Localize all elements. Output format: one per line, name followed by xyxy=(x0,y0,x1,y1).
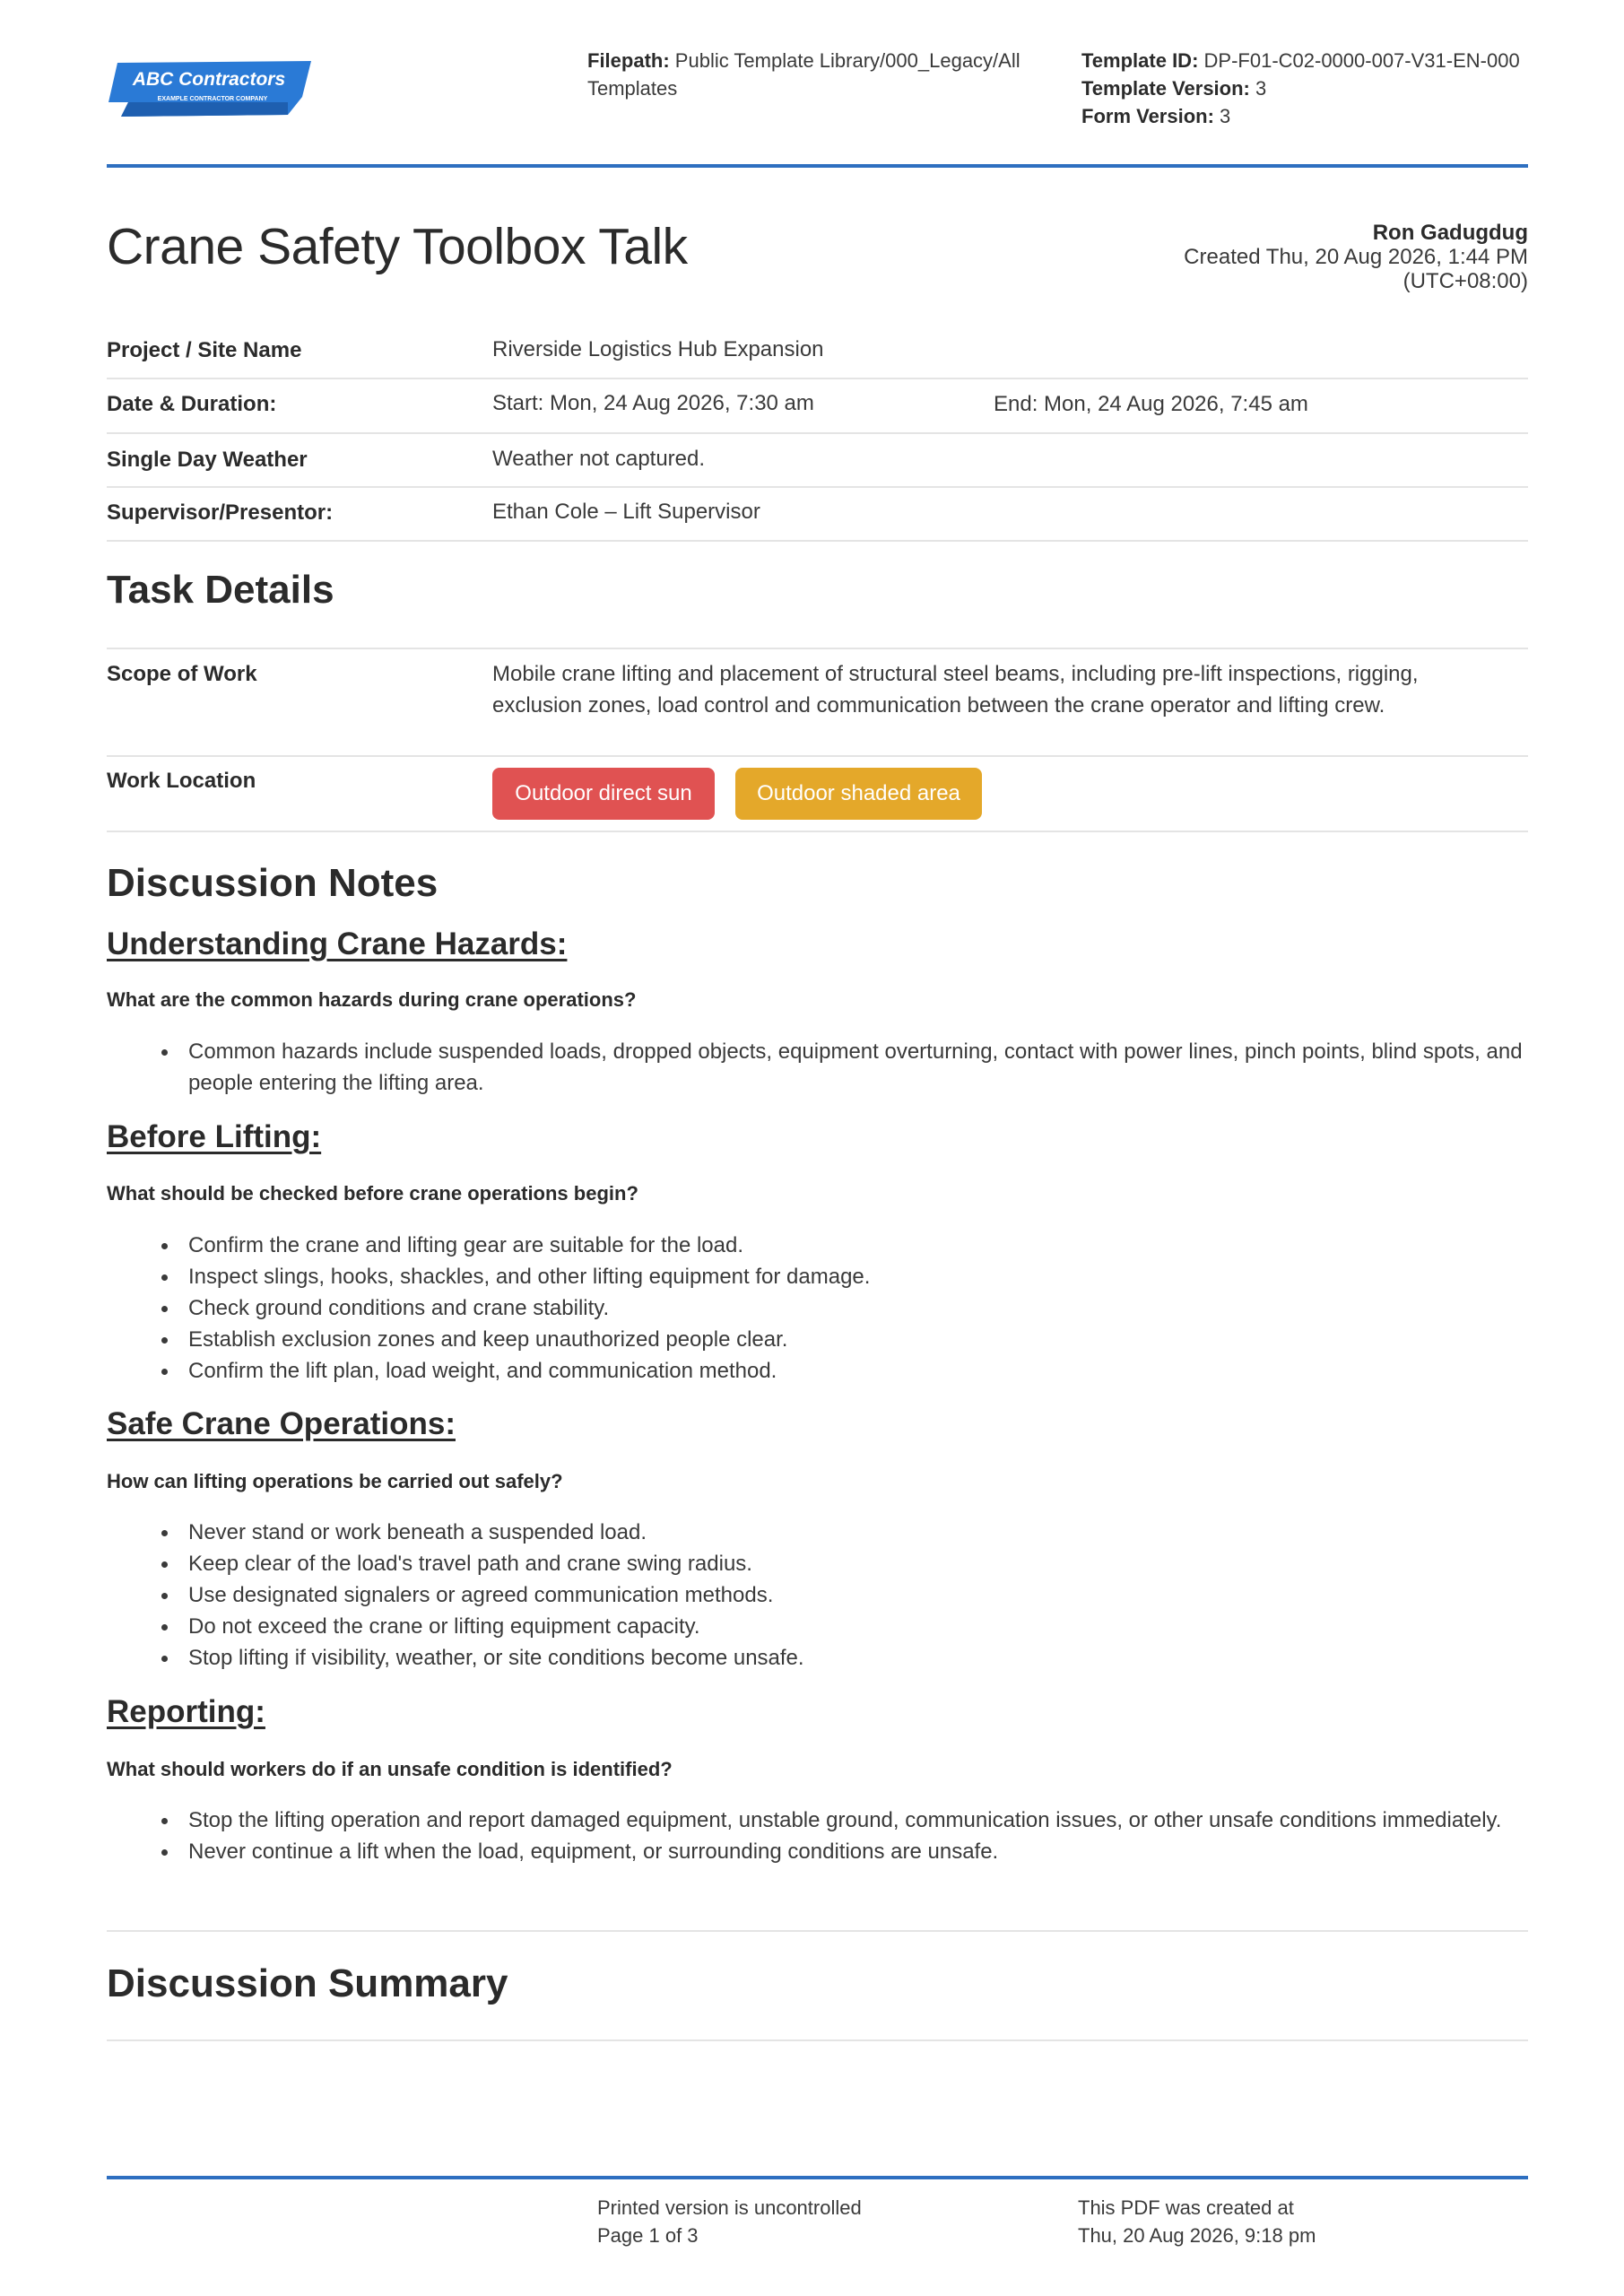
task-details-heading: Task Details xyxy=(107,568,334,612)
logo-name: ABC Contractors xyxy=(132,69,286,90)
info-row-project xyxy=(107,325,1528,379)
supervisor-label: Supervisor/Presentor: xyxy=(107,500,334,525)
safe-operations-list xyxy=(107,1517,1528,1674)
form-version-line xyxy=(1081,102,1528,130)
location-tag-shaded-area: Outdoor shaded area xyxy=(735,768,982,820)
pdf-created-value: Thu, 20 Aug 2026, 9:18 pm xyxy=(1078,2224,1316,2247)
created-date: Created Thu, 20 Aug 2026, 1:44 PM xyxy=(1184,245,1528,269)
created-timezone: (UTC+08:00) xyxy=(1403,269,1528,293)
template-version-value: 3 xyxy=(1255,77,1267,100)
document-header xyxy=(107,0,1528,168)
page-title: Crane Safety Toolbox Talk xyxy=(107,218,688,275)
template-version-label: Template Version: xyxy=(1081,77,1250,100)
discussion-notes-heading: Discussion Notes xyxy=(107,861,439,905)
weather-label: Single Day Weather xyxy=(107,448,308,472)
company-logo xyxy=(109,57,315,118)
info-row-date xyxy=(107,379,1528,434)
scope-value: Mobile crane lifting and placement of structural steel beams, including pre-lift inspections, rigging, exclusion zones, load control and communication between the crane operator and lifting crew. xyxy=(492,662,1419,718)
form-version-label: Form Version: xyxy=(1081,105,1214,127)
list-item: Do not exceed the crane or lifting equipment capacity. xyxy=(188,1611,1528,1642)
list-item: Inspect slings, hooks, shackles, and other lifting equipment for damage. xyxy=(188,1261,1528,1292)
list-item: Use designated signalers or agreed communication methods. xyxy=(188,1579,1528,1611)
question-before-lifting: What should be checked before crane operations begin? xyxy=(107,1182,638,1205)
list-item: Confirm the crane and lifting gear are suitable for the load. xyxy=(188,1230,1528,1261)
list-item: Common hazards include suspended loads, dropped objects, equipment overturning, contact with power lines, pinch points, blind spots, and people entering the lifting area. xyxy=(188,1036,1528,1099)
list-item: Stop lifting if visibility, weather, or site conditions become unsafe. xyxy=(188,1642,1528,1674)
list-item: Never stand or work beneath a suspended load. xyxy=(188,1517,1528,1548)
question-hazards: What are the common hazards during crane operations? xyxy=(107,988,637,1011)
template-id-label: Template ID: xyxy=(1081,49,1199,72)
date-label: Date & Duration: xyxy=(107,392,277,416)
info-row-weather xyxy=(107,434,1528,488)
summary-divider xyxy=(107,2039,1528,2041)
project-value: Riverside Logistics Hub Expansion xyxy=(492,337,824,361)
template-id-value: DP-F01-C02-0000-007-V31-EN-000 xyxy=(1203,49,1520,72)
form-version-value: 3 xyxy=(1220,105,1231,127)
project-label: Project / Site Name xyxy=(107,338,302,362)
weather-value: Weather not captured. xyxy=(492,447,706,471)
list-item: Check ground conditions and crane stability. xyxy=(188,1292,1528,1324)
discussion-summary-heading: Discussion Summary xyxy=(107,1961,508,2005)
discussion-end-divider xyxy=(107,1930,1528,1932)
footer-right-block xyxy=(1078,2194,1316,2249)
author-block xyxy=(1184,221,1528,293)
page-number: Page 1 of 3 xyxy=(597,2224,699,2247)
list-item: Keep clear of the load's travel path and crane swing radius. xyxy=(188,1548,1528,1579)
template-version-line xyxy=(1081,74,1528,102)
location-label: Work Location xyxy=(107,769,256,793)
scope-label: Scope of Work xyxy=(107,662,257,686)
hazards-list xyxy=(107,1036,1528,1099)
template-id-line xyxy=(1081,47,1528,74)
uncontrolled-notice: Printed version is uncontrolled xyxy=(597,2196,862,2219)
list-item: Confirm the lift plan, load weight, and communication method. xyxy=(188,1355,1528,1387)
list-item: Establish exclusion zones and keep unauthorized people clear. xyxy=(188,1324,1528,1355)
question-reporting: What should workers do if an unsafe condition is identified? xyxy=(107,1758,673,1780)
footer-left-block xyxy=(597,2194,862,2249)
location-tag-direct-sun: Outdoor direct sun xyxy=(492,768,715,820)
filepath-block xyxy=(587,47,1036,102)
before-lifting-list xyxy=(107,1230,1528,1387)
footer-rule xyxy=(107,2176,1528,2179)
info-row-supervisor xyxy=(107,488,1528,542)
filepath-value: Public Template Library/000_Legacy/All Templates xyxy=(587,49,1020,100)
section-title-safe-operations: Safe Crane Operations: xyxy=(107,1406,456,1441)
list-item: Never continue a lift when the load, equipment, or surrounding conditions are unsafe. xyxy=(188,1836,1528,1867)
supervisor-value: Ethan Cole – Lift Supervisor xyxy=(492,500,760,524)
reporting-list xyxy=(107,1805,1528,1867)
author-name: Ron Gadugdug xyxy=(1372,221,1528,245)
filepath-label: Filepath: xyxy=(587,49,670,72)
section-title-reporting: Reporting: xyxy=(107,1694,265,1729)
section-title-before-lifting: Before Lifting: xyxy=(107,1119,322,1154)
date-end: End: Mon, 24 Aug 2026, 7:45 am xyxy=(994,392,1308,416)
task-row-scope xyxy=(107,649,1528,757)
document-page xyxy=(107,0,1528,2296)
logo-tagline: EXAMPLE CONTRACTOR COMPANY xyxy=(157,96,268,102)
list-item: Stop the lifting operation and report damaged equipment, unstable ground, communication issues, or other unsafe conditions immediately. xyxy=(188,1805,1528,1836)
pdf-created-label: This PDF was created at xyxy=(1078,2196,1294,2219)
question-safe-operations: How can lifting operations be carried out safely? xyxy=(107,1470,563,1492)
template-info-block xyxy=(1081,47,1528,130)
date-start: Start: Mon, 24 Aug 2026, 7:30 am xyxy=(492,391,814,415)
section-title-hazards: Understanding Crane Hazards: xyxy=(107,926,568,961)
